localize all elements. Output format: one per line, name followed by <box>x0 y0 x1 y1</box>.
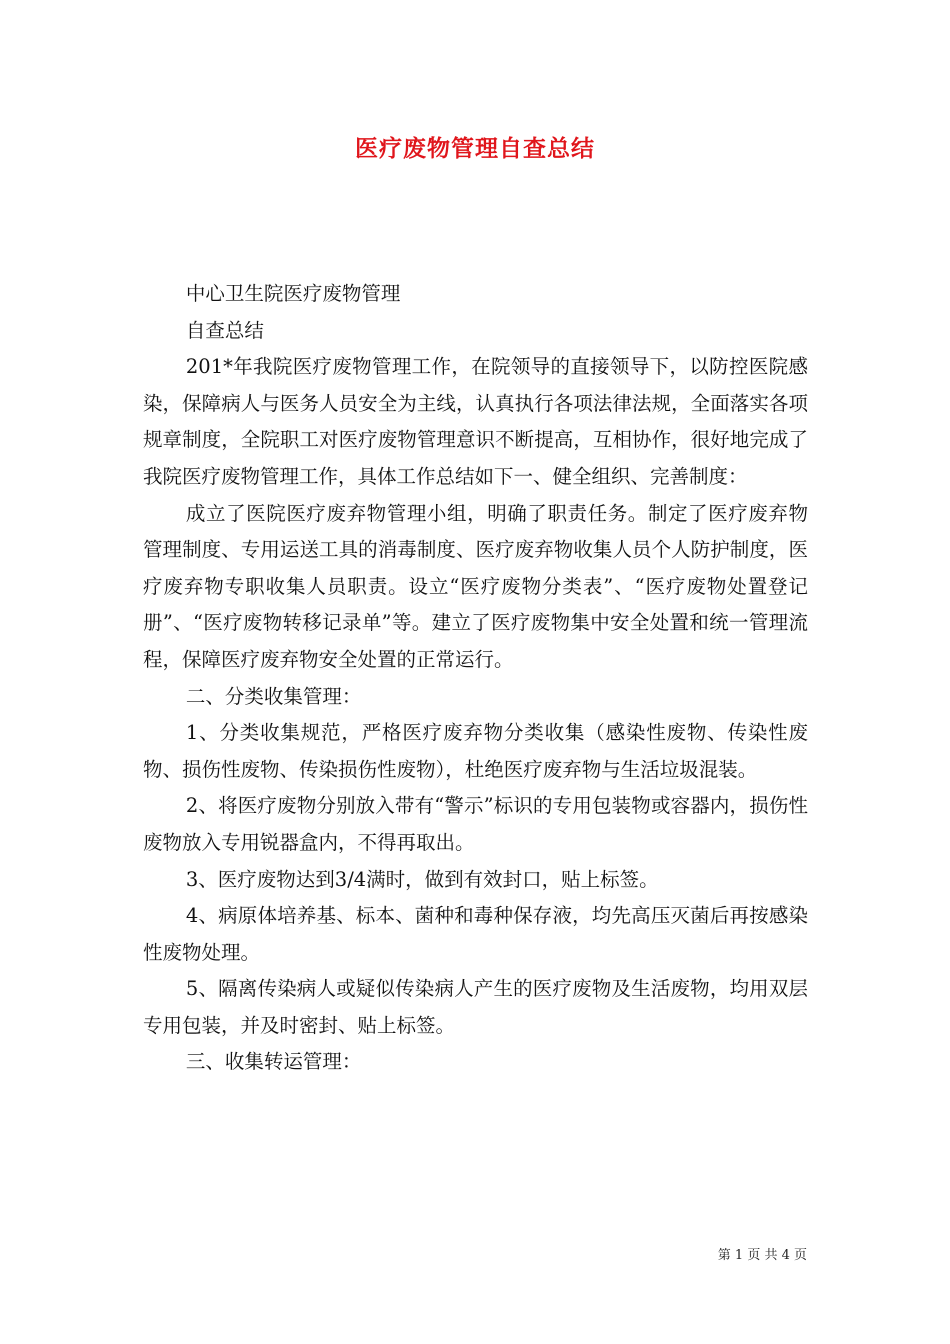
page-number: 第 1 页 共 4 页 <box>717 1248 807 1263</box>
list-item-1: 1、分类收集规范，严格医疗废弃物分类收集（感染性废物、传染性废物、损伤性废物、传染损伤性废物），杜绝医疗废弃物与生活垃圾混装。 <box>143 721 808 781</box>
document-title: 医疗废物管理自查总结 <box>355 135 595 162</box>
paragraph-organization: 成立了医院医疗废弃物管理小组，明确了职责任务。制定了医疗废弃物管理制度、专用运送工具的消毒制度、医疗废弃物收集人员个人防护制度，医疗废弃物专职收集人员职责。设立“医疗废物分类表”、“医疗废物处置登记册”、“医疗废物转移记录单”等。建立了医疗废物集中安全处置和统一管理流程，保障医疗废弃物安全处置的正常运行。 <box>143 501 808 671</box>
section-heading-transport: 三、收集转运管理： <box>185 1050 362 1074</box>
list-item-4: 4、病原体培养基、标本、菌种和毒种保存液，均先高压灭菌后再按感染性废物处理。 <box>143 904 808 964</box>
list-item-3: 3、医疗废物达到3/4满时，做到有效封口，贴上标签。 <box>185 867 659 891</box>
paragraph-heading-line-2: 自查总结 <box>185 318 264 342</box>
list-item-5: 5、隔离传染病人或疑似传染病人产生的医疗废物及生活废物，均用双层专用包装，并及时密封、贴上标签。 <box>143 977 808 1037</box>
paragraph-intro: 201*年我院医疗废物管理工作，在院领导的直接领导下，以防控医院感染，保障病人与医务人员安全为主线，认真执行各项法律法规，全面落实各项规章制度，全院职工对医疗废物管理意识不断提高，互相协作，很好地完成了我院医疗废物管理工作，具体工作总结如下一、健全组织、完善制度： <box>143 355 808 488</box>
document-body <box>143 276 808 1081</box>
list-item-2: 2、将医疗废物分别放入带有“警示”标识的专用包装物或容器内，损伤性废物放入专用锐器盒内，不得再取出。 <box>143 794 808 854</box>
section-heading-classification: 二、分类收集管理： <box>185 684 362 708</box>
paragraph-heading-line-1: 中心卫生院医疗废物管理 <box>185 282 401 305</box>
